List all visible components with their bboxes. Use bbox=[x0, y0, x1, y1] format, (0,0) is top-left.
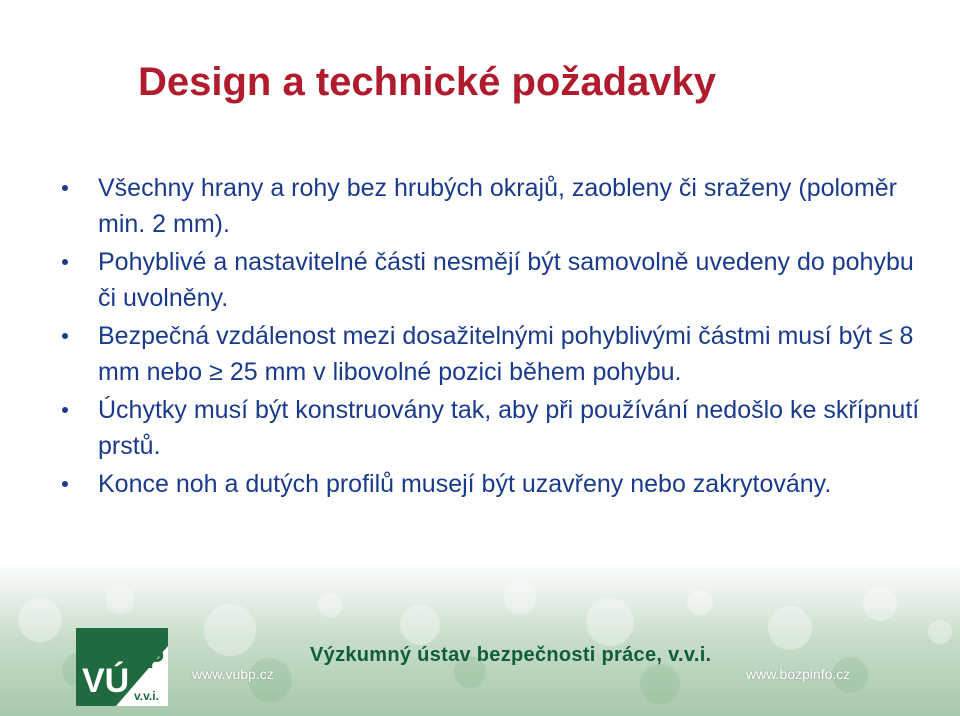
bozpinfo-link[interactable]: www.bozpinfo.cz bbox=[746, 666, 851, 682]
bullet-list bbox=[62, 170, 932, 504]
svg-text:VÚ: VÚ bbox=[82, 662, 130, 700]
bullet-item bbox=[62, 170, 932, 242]
bullet-item bbox=[62, 244, 932, 316]
bullet-text: Pohyblivé a nastavitelné části nesmějí být samovolně uvedeny do pohybu či uvolněny. bbox=[98, 248, 914, 312]
bullet-text: Úchytky musí být konstruovány tak, aby při používání nedošlo ke skřípnutí prstů. bbox=[98, 396, 920, 460]
bullet-item bbox=[62, 318, 932, 390]
svg-text:BP: BP bbox=[128, 644, 165, 674]
footer-band bbox=[0, 560, 960, 716]
bullet-text: Konce noh a dutých profilů musejí být uzavřeny nebo zakrytovány. bbox=[98, 470, 832, 498]
bullet-text: Všechny hrany a rohy bez hrubých okrajů, zaobleny či sraženy (poloměr min. 2 mm). bbox=[98, 174, 898, 238]
svg-text:v.v.i.: v.v.i. bbox=[134, 689, 159, 703]
institute-name: Výzkumný ústav bezpečnosti práce, v.v.i. bbox=[310, 644, 712, 666]
bullet-item bbox=[62, 466, 932, 502]
vubp-logo bbox=[76, 628, 168, 706]
bullet-text: Bezpečná vzdálenost mezi dosažitelnými pohyblivými částmi musí být ≤ 8 mm nebo ≥ 25 mm v libovolné pozici během pohybu. bbox=[98, 322, 914, 386]
slide-title: Design a technické požadavky bbox=[138, 60, 717, 104]
bullet-item bbox=[62, 392, 932, 464]
vubp-link[interactable]: www.vubp.cz bbox=[192, 666, 274, 682]
